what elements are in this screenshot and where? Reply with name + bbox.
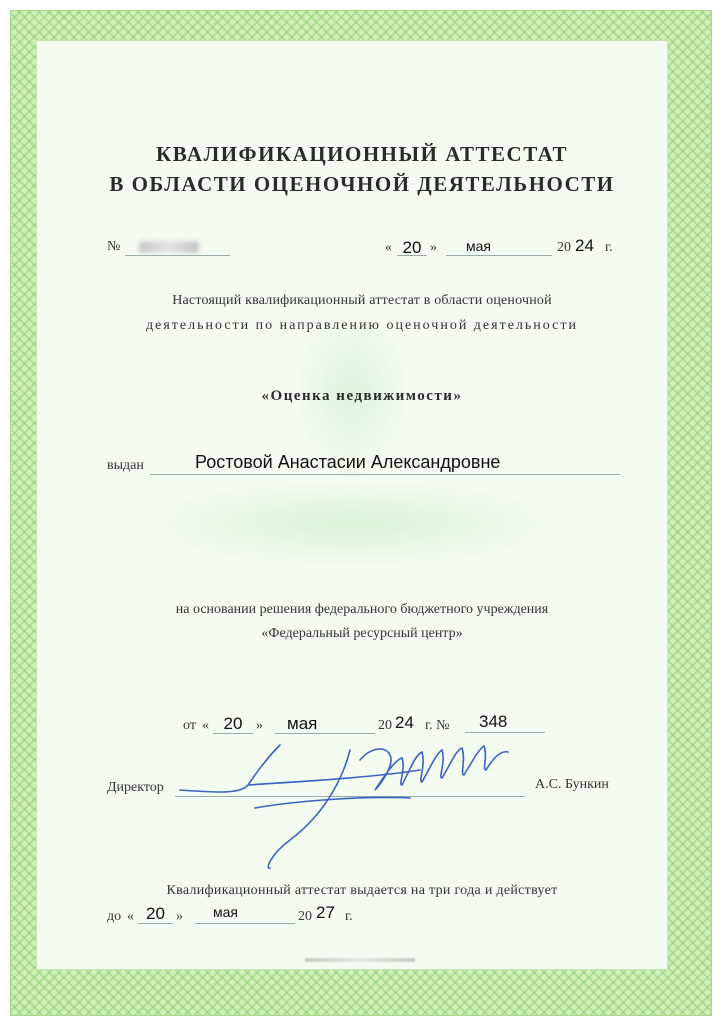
validity-line: Квалификационный аттестат выдается на три года и действует (166, 883, 558, 898)
decision-from-label: от (183, 718, 196, 733)
intro-line-2: деятельности по направлению оценочной деятельности (146, 318, 578, 333)
decision-open-quote: « (202, 718, 209, 733)
holder-name: Ростовой Анастасии Александровне (195, 452, 501, 472)
decision-number: 348 (465, 712, 545, 733)
issue-date-day: 20 (397, 238, 427, 256)
decision-year-prefix: 20 (378, 718, 392, 733)
valid-until-open-quote: « (127, 909, 134, 924)
decision-day: 20 (213, 714, 253, 734)
decision-number-label: г. № (425, 718, 450, 733)
title-line-2: В ОБЛАСТИ ОЦЕНОЧНОЙ ДЕЯТЕЛЬНОСТИ (109, 172, 615, 196)
valid-until-label: до (107, 909, 122, 924)
number-label: № (107, 239, 121, 254)
valid-until-close-quote: » (176, 909, 183, 924)
issue-date-month: мая (446, 238, 552, 256)
issued-to-label: выдан (107, 458, 144, 473)
valid-until-year-unit: г. (345, 909, 353, 924)
issue-date-open-quote: « (385, 240, 392, 255)
director-name: А.С. Бункин (535, 777, 609, 792)
direction-title: «Оценка недвижимости» (261, 388, 463, 404)
decision-month: мая (275, 714, 375, 734)
title-line-1: КВАЛИФИКАЦИОННЫЙ АТТЕСТАТ (156, 142, 568, 166)
valid-until-day: 20 (138, 904, 173, 924)
issue-date-year-prefix: 20 (557, 240, 571, 255)
decision-close-quote: » (256, 718, 263, 733)
director-signature (170, 730, 550, 880)
issue-date-year-suffix: 24 (575, 236, 594, 255)
certificate-number (125, 240, 230, 256)
basis-line-1: на основании решения федерального бюджетного учреждения (175, 602, 549, 617)
decision-year-suffix: 24 (395, 713, 414, 732)
intro-line-1: Настоящий квалификационный аттестат в области оценочной (172, 293, 552, 308)
issue-date-close-quote: » (430, 240, 437, 255)
director-label: Директор (107, 780, 164, 795)
issue-date-year-unit: г. (605, 240, 613, 255)
basis-line-2: «Федеральный ресурсный центр» (261, 626, 463, 641)
issued-to-field (150, 452, 620, 475)
printer-imprint (305, 958, 415, 962)
valid-until-year-prefix: 20 (298, 909, 312, 924)
valid-until-year-suffix: 27 (316, 903, 335, 922)
valid-until-month: мая (195, 904, 295, 924)
